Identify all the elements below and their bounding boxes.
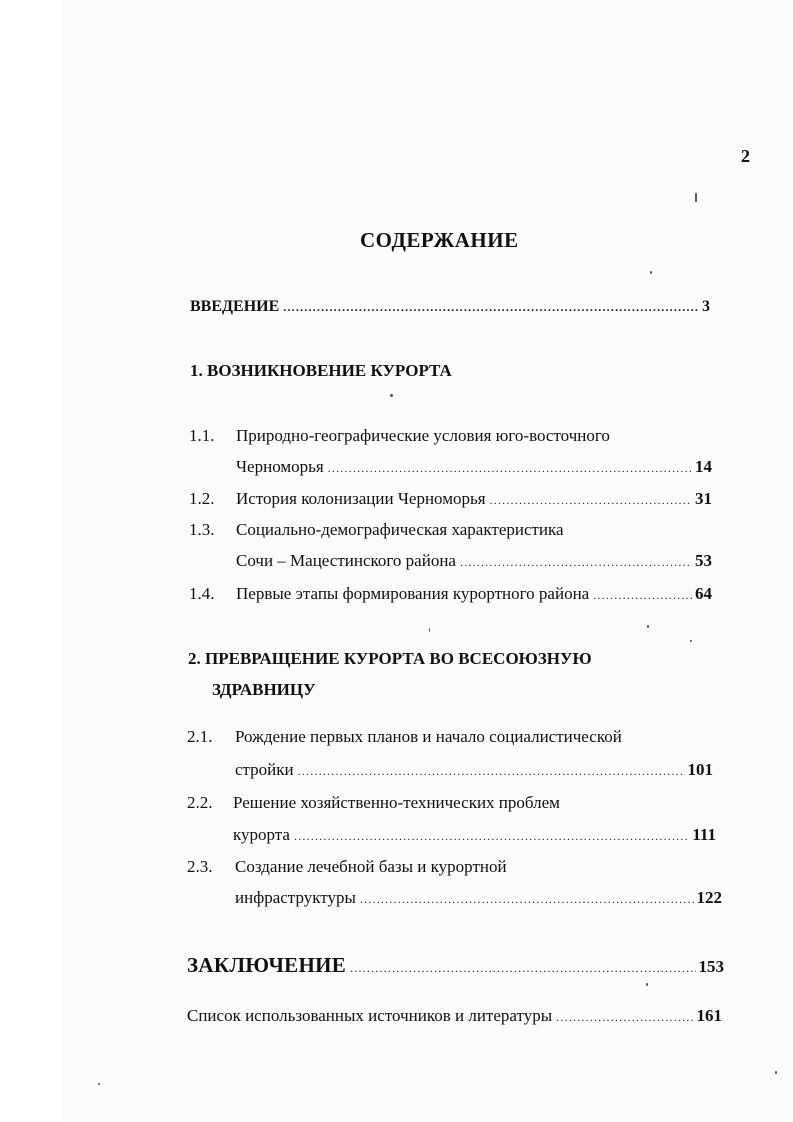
toc-page-number: 111 [692, 825, 716, 844]
section-title[interactable]: Социально-демографическая характеристика [236, 520, 564, 539]
section-title-cont: стройки [235, 760, 294, 779]
dot-leader [593, 588, 692, 603]
toc-page-number: 64 [695, 584, 712, 603]
section-title-cont: Сочи – Мацестинского района [236, 551, 456, 570]
dot-leader [328, 461, 692, 476]
toc-entry-label: ВВЕДЕНИЕ [190, 298, 280, 315]
scan-speck [695, 193, 697, 202]
section-title-cont: курорта [233, 825, 290, 844]
scan-speck [646, 983, 648, 986]
section-number: 2.3. [187, 857, 213, 876]
section-title[interactable]: Природно-географические условия юго-восточного [236, 426, 610, 445]
page-number: 2 [741, 146, 750, 166]
dot-leader [460, 555, 692, 570]
section-title[interactable]: Создание лечебной базы и курортной [235, 857, 507, 876]
toc-entry-1-3[interactable] [236, 551, 712, 571]
toc-entry-label: ЗАКЛЮЧЕНИЕ [187, 953, 347, 977]
toc-page-number: 53 [695, 551, 712, 570]
dot-leader [350, 961, 695, 976]
scan-speck [390, 394, 393, 397]
section-number: 1.2. [189, 489, 215, 508]
toc-page-number: 101 [687, 760, 713, 779]
toc-entry-1-2[interactable] [236, 489, 712, 509]
toc-page-number: 122 [696, 888, 722, 907]
toc-entry-conclusion[interactable] [187, 953, 724, 978]
toc-entry-2-3[interactable] [235, 888, 722, 908]
toc-page-number: 31 [695, 489, 712, 508]
dot-leader [294, 829, 689, 844]
section-number: 2.2. [187, 793, 213, 812]
toc-entry-label: Список использованных источников и литературы [187, 1006, 553, 1025]
toc-entry-1-1[interactable] [236, 457, 712, 477]
toc-page-number: 3 [702, 298, 710, 315]
toc-page-number: 14 [695, 457, 712, 476]
dot-leader [360, 892, 694, 907]
dot-leader [298, 764, 685, 779]
chapter-1-heading[interactable]: 1. ВОЗНИКНОВЕНИЕ КУРОРТА [190, 361, 452, 380]
dot-leader [490, 493, 692, 508]
dot-leader [556, 1010, 693, 1025]
scan-speck [429, 628, 430, 632]
scan-speck [775, 1071, 777, 1074]
chapter-2-heading[interactable]: 2. ПРЕВРАЩЕНИЕ КУРОРТА ВО ВСЕСОЮЗНУЮ [188, 649, 592, 668]
toc-entry-sources[interactable] [187, 1006, 722, 1026]
toc-page-number: 153 [698, 957, 724, 976]
chapter-2-heading-cont[interactable]: ЗДРАВНИЦУ [212, 680, 316, 699]
section-number: 1.4. [189, 584, 215, 603]
section-title-cont: инфраструктуры [235, 888, 356, 907]
toc-entry-intro[interactable] [190, 298, 710, 316]
section-title[interactable]: Решение хозяйственно-технических проблем [233, 793, 560, 812]
scan-speck [650, 271, 652, 274]
scan-speck [98, 1083, 100, 1085]
section-title: История колонизации Черноморья [236, 489, 486, 508]
section-number: 2.1. [187, 727, 213, 746]
toc-entry-2-2[interactable] [233, 825, 716, 845]
toc-entry-1-4[interactable] [236, 584, 712, 604]
section-title-cont: Черноморья [236, 457, 324, 476]
section-number: 1.1. [189, 426, 215, 445]
section-title: Первые этапы формирования курортного района [236, 584, 590, 603]
toc-page-number: 161 [696, 1006, 722, 1025]
page-title: СОДЕРЖАНИЕ [360, 228, 519, 252]
scan-speck [647, 625, 649, 628]
toc-entry-2-1[interactable] [235, 760, 713, 780]
section-number: 1.3. [189, 520, 215, 539]
scan-speck [690, 640, 692, 642]
dot-leader [283, 300, 699, 315]
section-title[interactable]: Рождение первых планов и начало социалистической [235, 727, 622, 746]
